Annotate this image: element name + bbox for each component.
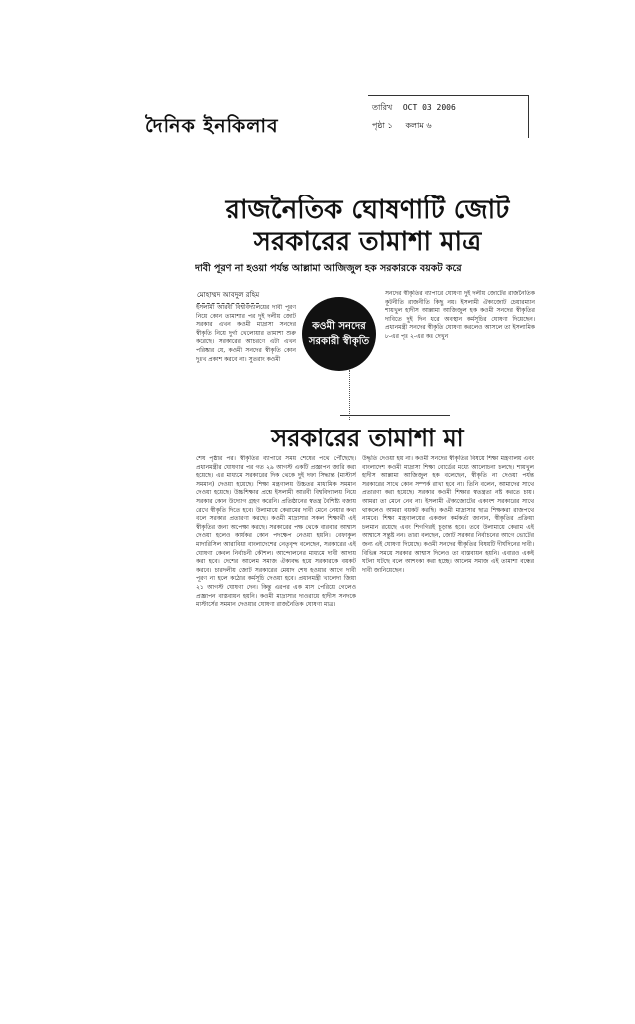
page-value: ১ — [387, 121, 393, 130]
column-divider — [349, 370, 350, 420]
column-label: কলাম — [405, 121, 424, 130]
date-value: OCT 03 2006 — [402, 103, 456, 112]
newspaper-name: দৈনিক ইনকিলাব — [145, 115, 279, 137]
headline-rule — [340, 415, 450, 416]
date-stamp — [368, 95, 529, 138]
byline: মোহাম্মদ আবদুল রহিম — [197, 289, 259, 304]
body-right-column: উদ্ধৃতি দেওয়া হয় না। কওমী সনদের স্বীকৃতির বিষয়ে শিক্ষা মন্ত্রণালয় এবং বাংলাদেশ কওমী মাদ্রাসা শিক্ষা বোর্ডের মধ্যে আলোচনা চলছে। শায়খুল হাদীস আল্লামা আজিজুল হক বলেছেন, স্বীকৃতি না দেওয়া পর্যন্ত সরকারের সাথে কোন সম্পর্ক রাখা হবে না। তিনি বলেন, আমাদের সাথে প্রতারণা করা হয়েছে। সরকার কওমী শিক্ষার স্বতন্ত্রতা নষ্ট করতে চায়। আমরা তা মেনে নেব না। ইসলামী ঐক্যজোটের একাংশ সরকারের সাথে থাকলেও আমরা বয়কট করছি। কওমী মাদ্রাসার ছাত্র শিক্ষকরা রাজপথে নামবে। শিক্ষা মন্ত্রণালয়ের একজন কর্মকর্তা জানান, স্বীকৃতির প্রক্রিয়া চলমান রয়েছে এবং শিগগিরই চূড়ান্ত হবে। তবে উলামায়ে কেরাম এই আশ্বাসে সন্তুষ্ট নন। তারা বলছেন, জোট সরকার নির্বাচনের আগে ভোটের জন্য এই ঘোষণা দিয়েছে। কওমী সনদের স্বীকৃতির বিষয়টি দীর্ঘদিনের দাবী। বিভিন্ন সময়ে সরকার আশ্বাস দিলেও তা বাস্তবায়ন হয়নি। এবারও একই ঘটনা ঘটছে বলে আশংকা করা হচ্ছে। আলেম সমাজ এই তামাশা বন্ধের দাবী জানিয়েছেন। — [362, 455, 534, 574]
lead-left-column: ইসলামী আরবী বিশ্ববিদ্যালয়ের দাবী পূরণ নিয়ে কোন তামাশার পর দুই দলীয় জোট সরকার এখন কওমী মাদ্রাসা সনদের স্বীকৃতি নিয়ে দুর্গা খেলোয়ার তামাশা শুরু করেছে। সরকারের আচরণে এটা এখন পরিষ্কার যে, কওমী সনদের স্বীকৃতি কোন দুঃখ প্রকাশ করবে না। সুতরাং কওমী — [196, 304, 296, 363]
lead-right-column: সনদের স্বীকৃতির ব্যাপারে ঘোষণা দুই দলীয় জোটের রাজনৈতিক কূটনীতি রাজনীতি কিছু নয়। ইসলামী ঐক্যজোট চেয়ারম্যান শায়খুল হাদীস আল্লামা আজিজুল হক কওমী সনদের স্বীকৃতির দাবিতে দুই দিন ধরে অবস্থান কর্মসূচির ঘোষণা দিয়েছেন। প্রধানমন্ত্রী সনদের স্বীকৃতি ঘোষণা করলেও আসলে তা ইসলামিক ৮-এর পৃঃ ২-এর কঃ দেখুন — [385, 290, 535, 340]
headline-line-2: সরকারের তামাশা মাত্র — [253, 227, 482, 257]
column-value: ৬ — [426, 121, 432, 130]
headline-line-1: রাজনৈতিক ঘোষণাটি জোট — [225, 195, 510, 225]
subheadline: দাবী পূরণ না হওয়া পর্যন্ত আল্লামা আজিজুল হক সরকারকে বয়কট করে — [195, 263, 462, 274]
date-label: তারিখ — [372, 103, 393, 112]
page-label: পৃষ্ঠা — [372, 121, 385, 130]
continuation-headline: সরকারের তামাশা মা — [195, 422, 540, 453]
body-left-column: শেষ পৃষ্ঠার পর। স্বীকৃতির ব্যাপারে সময় শেষের পথে পৌঁছেছে। প্রধানমন্ত্রীর ঘোষণার পর গত ২৯ আগস্ট একটি প্রজ্ঞাপন জারি করা হয়েছে। এর মাধ্যমে সরকারের দিক থেকে দুই দফা সিদ্ধান্ত (মাস্টার্স সমমান) দেওয়া হয়েছে। শিক্ষা মন্ত্রণালয় উচ্চতর মাধ্যমিক সমমান দেওয়া হয়েছে। উচ্চশিক্ষার প্রশ্নে ইসলামী আরবী বিশ্ববিদ্যালয় নিয়ে সরকার কোন উদ্যোগ গ্রহণ করেনি। প্রতিষ্ঠানের স্বতন্ত্র বৈশিষ্ট্য বজায় রেখে স্বীকৃতি দিতে হবে। উলামায়ে কেরামের দাবী মেনে নেয়ার কথা বলে সরকার প্রতারণা করছে। কওমী মাদ্রাসার সকল শিক্ষার্থী এই স্বীকৃতির জন্য অপেক্ষা করছে। সরকারের পক্ষ থেকে বারবার আশ্বাস দেওয়া হলেও কার্যকর কোন পদক্ষেপ নেওয়া হয়নি। বেফাকুল মাদারিসিল আরাবিয়া বাংলাদেশের নেতৃবৃন্দ বলেছেন, সরকারের এই ঘোষণা কেবল নির্বাচনী কৌশল। আন্দোলনের মাধ্যমে দাবী আদায় করা হবে। দেশের আলেম সমাজ ঐক্যবদ্ধ হয়ে সরকারকে বয়কট করবে। চারদলীয় জোট সরকারের মেয়াদ শেষ হওয়ার আগে দাবী পূরণ না হলে কঠোর কর্মসূচি দেওয়া হবে। প্রধানমন্ত্রী খালেদা জিয়া ২১ আগস্ট ঘোষণা দেন। কিন্তু এরপর এক মাস পেরিয়ে গেলেও প্রজ্ঞাপন বাস্তবায়ন হয়নি। কওমী মাদ্রাসার দাওরায়ে হাদীস সনদকে মাস্টার্সের সমমান দেওয়ার ঘোষণা রাজনৈতিক ঘোষণা মাত্র। — [196, 455, 356, 609]
badge-circle: কওমী সনদের সরকারী স্বীকৃতি — [302, 297, 376, 371]
